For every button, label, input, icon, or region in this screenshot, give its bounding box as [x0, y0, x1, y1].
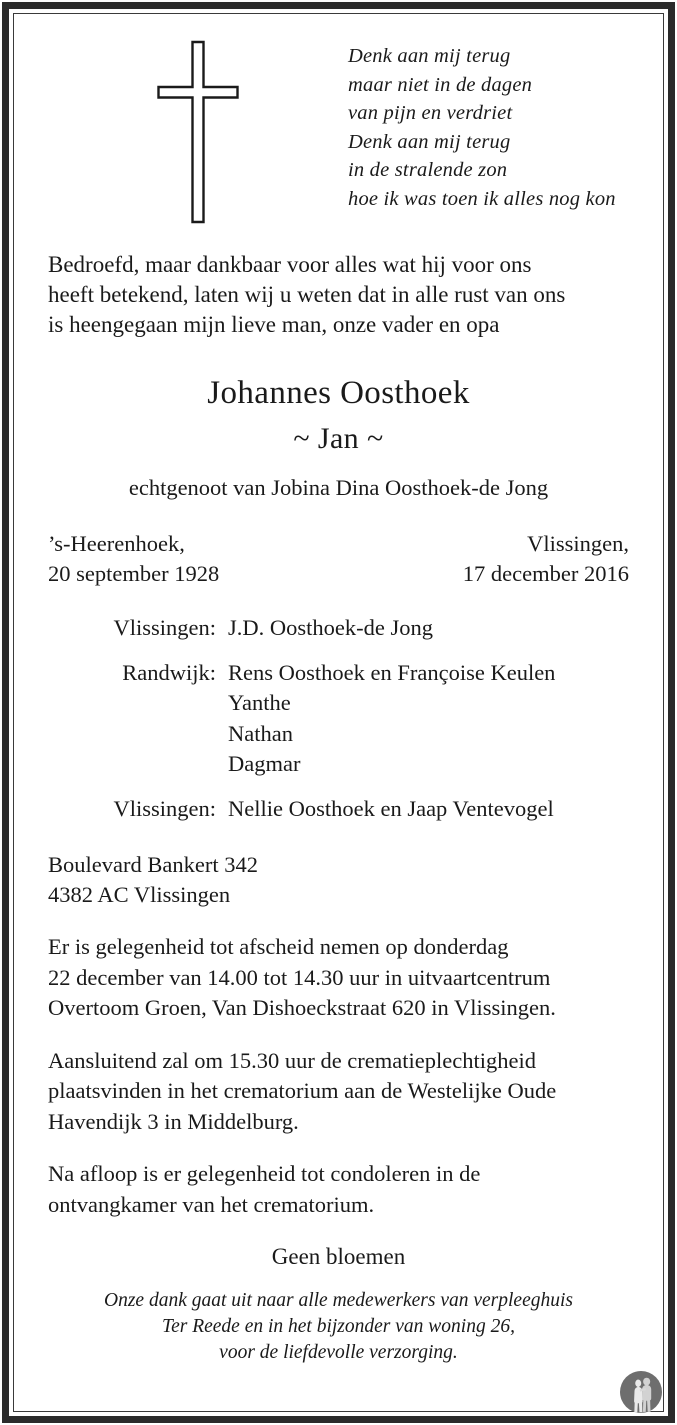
survivor-place: Vlissingen: [113, 795, 216, 821]
condolence-paragraph [48, 1159, 629, 1220]
announcement-line-3: is heengegaan mijn lieve man, onze vader en opa [48, 312, 500, 337]
survivor-name: Rens Oosthoek en Françoise Keulen [228, 659, 556, 685]
survivors-list [48, 613, 629, 824]
death-info [463, 529, 629, 589]
survivor-name: Nellie Oosthoek en Jaap Ventevogel [228, 795, 554, 821]
poem-line-1: Denk aan mij terug [348, 45, 511, 67]
poem-line-3: van pijn en verdriet [348, 102, 513, 124]
condolence-line-1: Na afloop is er gelegenheid tot condoleren in de [48, 1161, 481, 1186]
survivor-names [228, 644, 629, 780]
thanks-line-3: voor de liefdevolle verzorging. [219, 1342, 458, 1363]
announcement-line-1: Bedroefd, maar dankbaar voor alles wat hij voor ons [48, 252, 532, 277]
survivor-name: Nathan [228, 720, 293, 746]
correspondence-address [48, 850, 629, 910]
spouse-line: echtgenoot van Jobina Dina Oosthoek-de Jong [128, 475, 549, 500]
cremation-line-3: Havendijk 3 in Middelburg. [48, 1108, 299, 1134]
life-dates-row [48, 529, 629, 589]
latin-cross-icon [156, 40, 240, 225]
thanks-line-1: Onze dank gaat uit naar alle medewerkers van verpleeghuis [104, 1290, 573, 1311]
memorial-poem [348, 28, 629, 213]
birth-place: ’s-Heerenhoek, [48, 531, 185, 556]
poem-line-6: hoe ik was toen ik alles nog kon [348, 187, 616, 210]
address-city: 4382 AC Vlissingen [48, 882, 231, 907]
survivor-row [48, 613, 629, 644]
no-flowers-note: Geen bloemen [271, 1244, 406, 1269]
poem-line-5: in de stralende zon [348, 159, 508, 181]
announcement-line-2: heeft betekend, laten wij u weten dat in alle rust van ons [48, 282, 566, 307]
cremation-line-1: Aansluitend zal om 15.30 uur de crematieplechtigheid [48, 1047, 536, 1073]
farewell-paragraph [48, 932, 629, 1024]
death-place: Vlissingen, [527, 531, 629, 556]
cremation-paragraph [48, 1046, 629, 1138]
deceased-full-name: Johannes Oosthoek [207, 375, 470, 411]
card-content [14, 14, 663, 1411]
deceased-nickname: ~ Jan ~ [293, 422, 384, 455]
two-figures-embracing-circle-logo-icon [618, 1369, 664, 1415]
header-section [48, 28, 629, 234]
birth-info [48, 529, 219, 589]
address-street: Boulevard Bankert 342 [48, 852, 258, 877]
cremation-line-2: plaatsvinden in het crematorium aan de Westelijke Oude [48, 1078, 557, 1103]
farewell-line-2: 22 december van 14.00 tot 14.30 uur in uitvaartcentrum [48, 964, 551, 990]
death-date: 17 december 2016 [462, 561, 629, 586]
survivor-place: Randwijk: [122, 659, 216, 685]
survivor-names [228, 780, 629, 825]
cross-container [48, 28, 348, 225]
poem-line-4: Denk aan mij terug [348, 130, 511, 153]
birth-date: 20 september 1928 [48, 561, 220, 586]
survivor-name: Dagmar [228, 751, 301, 776]
survivor-name: Yanthe [228, 690, 291, 715]
survivor-names [228, 613, 629, 644]
announcement-paragraph [48, 250, 629, 340]
poem-line-2: maar niet in de dagen [348, 73, 533, 96]
survivor-row [48, 644, 629, 780]
condolence-line-2: ontvangkamer van het crematorium. [48, 1191, 375, 1217]
survivor-name: J.D. Oosthoek-de Jong [228, 615, 433, 640]
thank-you-note [48, 1288, 629, 1366]
thanks-line-2: Ter Reede en in het bijzonder van woning 26, [162, 1316, 515, 1337]
farewell-line-3: Overtoom Groen, Van Dishoeckstraat 620 in Vlissingen. [48, 995, 556, 1020]
farewell-line-1: Er is gelegenheid tot afscheid nemen op donderdag [48, 934, 509, 959]
survivor-place: Vlissingen: [113, 615, 216, 640]
survivor-row [48, 780, 629, 825]
